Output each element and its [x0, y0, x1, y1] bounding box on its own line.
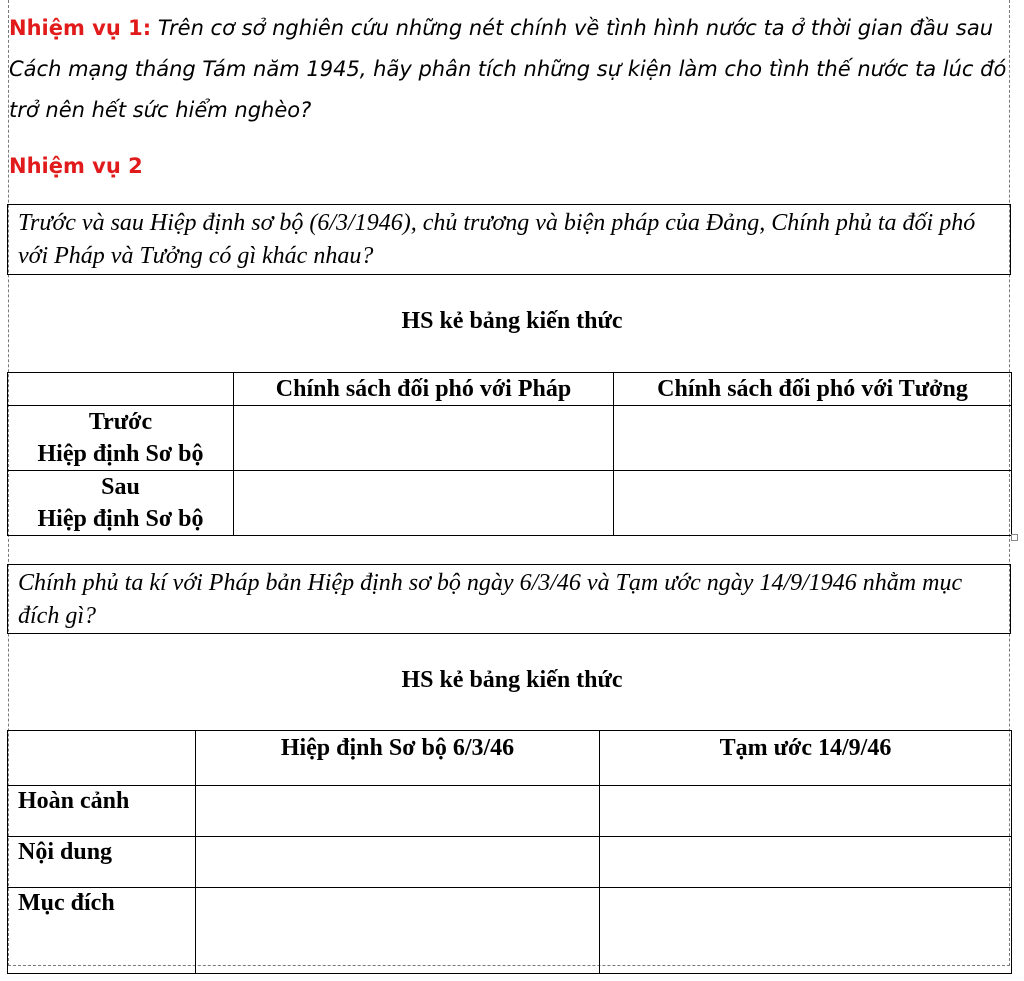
row-header: Nội dung	[8, 837, 196, 888]
table-header-cell: Tạm ước 14/9/46	[600, 731, 1012, 786]
row-header-line: Hiệp định Sơ bộ	[37, 441, 204, 467]
row-header	[8, 406, 234, 471]
table-cell[interactable]	[614, 471, 1012, 536]
table-row	[8, 888, 1012, 974]
table-row	[8, 406, 1012, 471]
table-header-cell	[8, 731, 196, 786]
table-1-heading: HS kẻ bảng kiến thức	[401, 308, 623, 334]
table-cell[interactable]	[614, 406, 1012, 471]
row-header-line: Sau	[101, 474, 140, 500]
task-1-paragraph	[9, 8, 1013, 131]
table-cell[interactable]	[196, 837, 600, 888]
table-resize-handle[interactable]	[1011, 534, 1018, 541]
table-row	[8, 837, 1012, 888]
table-header-row	[8, 373, 1012, 406]
row-header-line: Trước	[88, 409, 153, 435]
row-header: Mục đích	[8, 888, 196, 974]
question-2-box: Chính phủ ta kí với Pháp bản Hiệp định sơ bộ ngày 6/3/46 và Tạm ước ngày 14/9/1946 nhằm mục đích gì?	[7, 564, 1011, 634]
table-row	[8, 471, 1012, 536]
table-header-cell: Chính sách đối phó với Pháp	[234, 373, 614, 406]
table-row	[8, 786, 1012, 837]
table-header-cell	[8, 373, 234, 406]
comparison-table-1	[7, 372, 1012, 536]
table-header-cell: Hiệp định Sơ bộ 6/3/46	[196, 731, 600, 786]
table-cell[interactable]	[600, 888, 1012, 974]
question-1-box: Trước và sau Hiệp định sơ bộ (6/3/1946), chủ trương và biện pháp của Đảng, Chính phủ ta đối phó với Pháp và Tưởng có gì khác nhau?	[7, 204, 1011, 275]
task-2-label: Nhiệm vụ 2	[9, 154, 143, 178]
table-cell[interactable]	[234, 471, 614, 536]
row-header	[8, 471, 234, 536]
table-2-heading: HS kẻ bảng kiến thức	[401, 667, 623, 693]
table-cell[interactable]	[196, 786, 600, 837]
task-1-text: Trên cơ sở nghiên cứu những nét chính về tình hình nước ta ở thời gian đầu sau Cách mạng tháng Tám năm 1945, hãy phân tích những sự kiện làm cho tình thế nước ta lúc đó trở nên hết sức hiểm nghèo?	[9, 16, 1007, 122]
task-1-label: Nhiệm vụ 1:	[9, 16, 152, 40]
table-cell[interactable]	[600, 837, 1012, 888]
row-header: Hoàn cảnh	[8, 786, 196, 837]
table-cell[interactable]	[234, 406, 614, 471]
row-header-line: Hiệp định Sơ bộ	[37, 506, 204, 532]
table-cell[interactable]	[196, 888, 600, 974]
table-cell[interactable]	[600, 786, 1012, 837]
table-header-cell: Chính sách đối phó với Tưởng	[614, 373, 1012, 406]
table-header-row	[8, 731, 1012, 786]
comparison-table-2	[7, 730, 1012, 974]
